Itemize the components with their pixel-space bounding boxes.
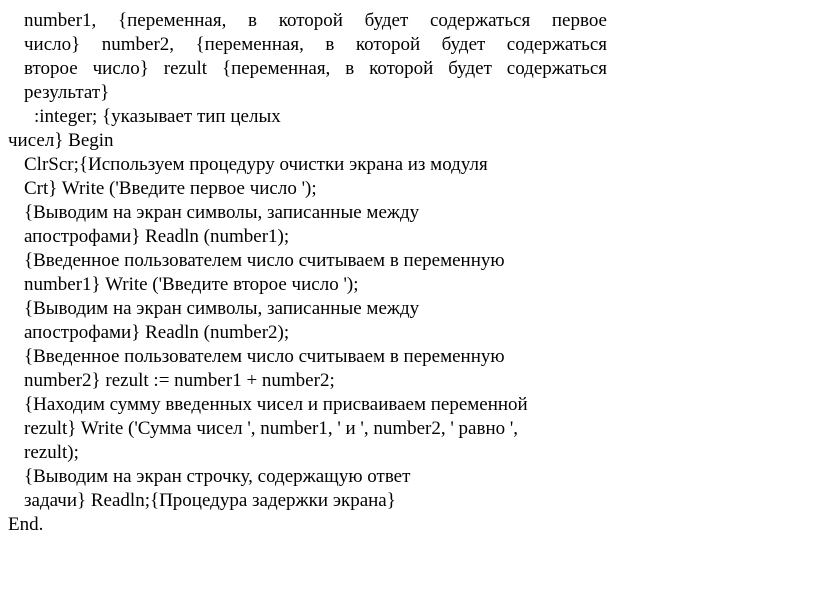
text-line: {Выводим на экран строчку, содержащую ответ [24,466,411,487]
text-line: number1, {переменная, в которой будет содержаться первое [24,10,607,31]
text-line: {Введенное пользователем число считываем в переменную [24,346,505,367]
text-line: rezult} Write ('Сумма чисел ', number1, ' и ', number2, ' равно ', [24,418,519,439]
text-line: {Выводим на экран символы, записанные между [24,298,420,319]
text-line: ClrScr;{Используем процедуру очистки экрана из модуля [24,154,488,175]
text-line: number1} Write ('Введите второе число '); [24,274,359,295]
text-line: {Введенное пользователем число считываем в переменную [24,250,505,271]
text-line: {Находим сумму введенных чисел и присваиваем переменной [24,394,528,415]
text-line: Crt} Write ('Введите первое число '); [24,178,317,199]
text-line: число} number2, {переменная, в которой будет содержаться [24,34,607,55]
text-line: результат} [24,82,110,103]
text-line: number2} rezult := number1 + number2; [24,370,335,391]
text-line: чисел} Begin [8,130,114,151]
text-line: апострофами} Readln (number2); [24,322,290,343]
document-body [0,9,816,537]
text-line: задачи} Readln;{Процедура задержки экрана} [24,490,396,511]
text-line: второе число} rezult {переменная, в которой будет содержаться [24,58,607,79]
text-line: {Выводим на экран символы, записанные между [24,202,420,223]
text-line: End. [8,514,44,535]
text-line: апострофами} Readln (number1); [24,226,290,247]
text-line: rezult); [24,442,79,463]
text-line: :integer; {указывает тип целых [34,106,281,127]
